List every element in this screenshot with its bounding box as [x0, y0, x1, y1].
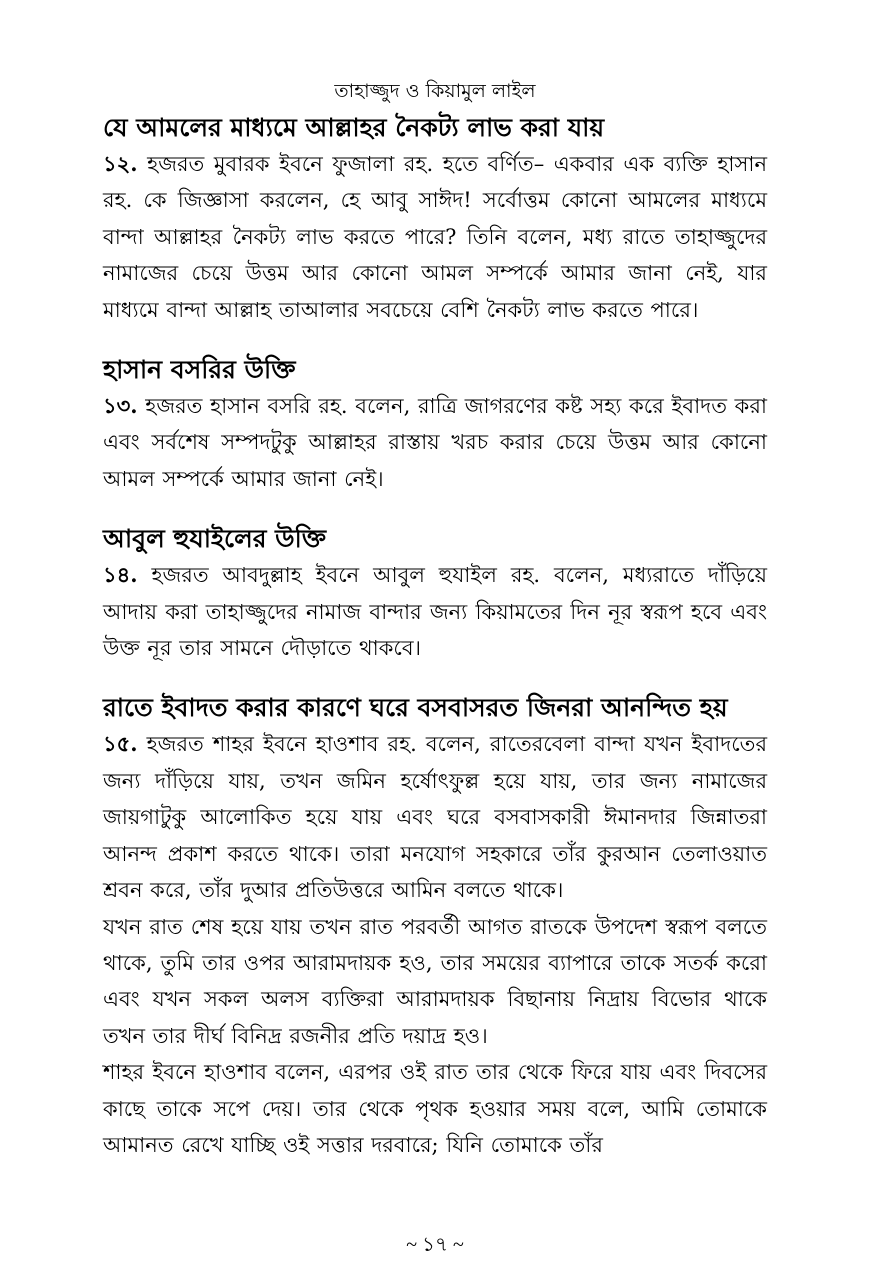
running-header: তাহাজ্জুদ ও কিয়ামুল লাইল — [334, 80, 536, 102]
section-heading-2: হাসান বসরির উক্তি — [103, 355, 296, 385]
paragraph-text: হজরত মুবারক ইবনে ফুজালা রহ. হতে বর্ণিত– একবার এক ব্যক্তি হাসান রহ. কে জিজ্ঞাসা করলেন, হে আবু সাঈদ! সর্বোত্তম কোনো আমলের মাধ্যমে বান্দা আল্লাহর নৈকট্য লাভ করতে পারে? তিনি বলেন, মধ্য রাতে তাহাজ্জুদের নামাজের চেয়ে উত্তম আর কোনো আমল সম্পর্কে আমার জানা নেই, যার মাধ্যমে বান্দা আল্লাহ তাআলার সবচেয়ে বেশি নৈকট্য লাভ করতে পারে। — [103, 152, 767, 322]
paragraph-text: হজরত শাহর ইবনে হাওশাব রহ. বলেন, রাতেরবেলা বান্দা যখন ইবাদতের জন্য দাঁড়িয়ে যায়, তখন জমিন হর্ষোৎফুল্ল হয়ে যায়, তার জন্য নামাজের জায়গাটুকু আলোকিত হয়ে যায় এবং ঘরে বসবাসকারী ঈমানদার জিন্নাতরা আনন্দ প্রকাশ করতে থাকে। তারা মনযোগ সহকারে তাঁর কুরআন তেলাওয়াত শ্রবন করে, তাঁর দুআর প্রতিউত্তরে আমিন বলতে থাকে। — [103, 732, 767, 903]
paragraph-number: ১৫. — [103, 731, 138, 757]
paragraph-15-continued: যখন রাত শেষ হয়ে যায় তখন রাত পরবর্তী আগত রাতকে উপদেশ স্বরূপ বলতে থাকে, তুমি তার ওপর আরামদায়ক হও, তার সময়ের ব্যাপারে তাকে সতর্ক করো এবং যখন সকল অলস ব্যক্তিরা আরামদায়ক বিছানায় নিদ্রায় বিভোর থাকে তখন তার দীর্ঘ বিনিদ্র রজনীর প্রতি দয়াদ্র হও। — [103, 914, 767, 1048]
paragraph-text: হজরত হাসান বসরি রহ. বলেন, রাত্রি জাগরণের কষ্ট সহ্য করে ইবাদত করা এবং সর্বশেষ সম্পদটুকু আল্লাহর রাস্তায় খরচ করার চেয়ে উত্তম আর কোনো আমল সম্পর্কে আমার জানা নেই। — [103, 394, 767, 491]
paragraph-text: হজরত আবদুল্লাহ ইবনে আবুল হুযাইল রহ. বলেন, মধ্যরাতে দাঁড়িয়ে আদায় করা তাহাজ্জুদের নামাজ বান্দার জন্য কিয়ামতের দিন নূর স্বরূপ হবে এবং উক্ত নূর তার সামনে দৌড়াতে থাকবে। — [103, 563, 767, 661]
page-number: ~ ১৭ ~ — [406, 1234, 464, 1256]
paragraph-13 — [103, 388, 767, 497]
paragraph-14 — [103, 557, 767, 666]
paragraph-15-continued-2: শাহর ইবনে হাওশাব বলেন, এরপর ওই রাত তার থেকে ফিরে যায় এবং দিবসের কাছে তাকে সপে দেয়। তার থেকে পৃথক হওয়ার সময় বলে, আমি তোমাকে আমানত রেখে যাচ্ছি ওই সত্তার দরবারে; যিনি তোমাকে তাঁর — [103, 1060, 767, 1157]
paragraph-number: ১৩. — [103, 393, 138, 419]
section-heading-1: যে আমলের মাধ্যমে আল্লাহর নৈকট্য লাভ করা যায় — [103, 113, 605, 142]
section-heading-3: আবুল হুযাইলের উক্তি — [103, 524, 327, 554]
paragraph-12 — [103, 146, 767, 328]
paragraph-number: ১৪. — [103, 562, 138, 588]
paragraph-15 — [103, 726, 767, 908]
section-heading-4: রাতে ইবাদত করার কারণে ঘরে বসবাসরত জিনরা আনন্দিত হয় — [103, 693, 728, 723]
paragraph-number: ১২. — [103, 151, 138, 176]
